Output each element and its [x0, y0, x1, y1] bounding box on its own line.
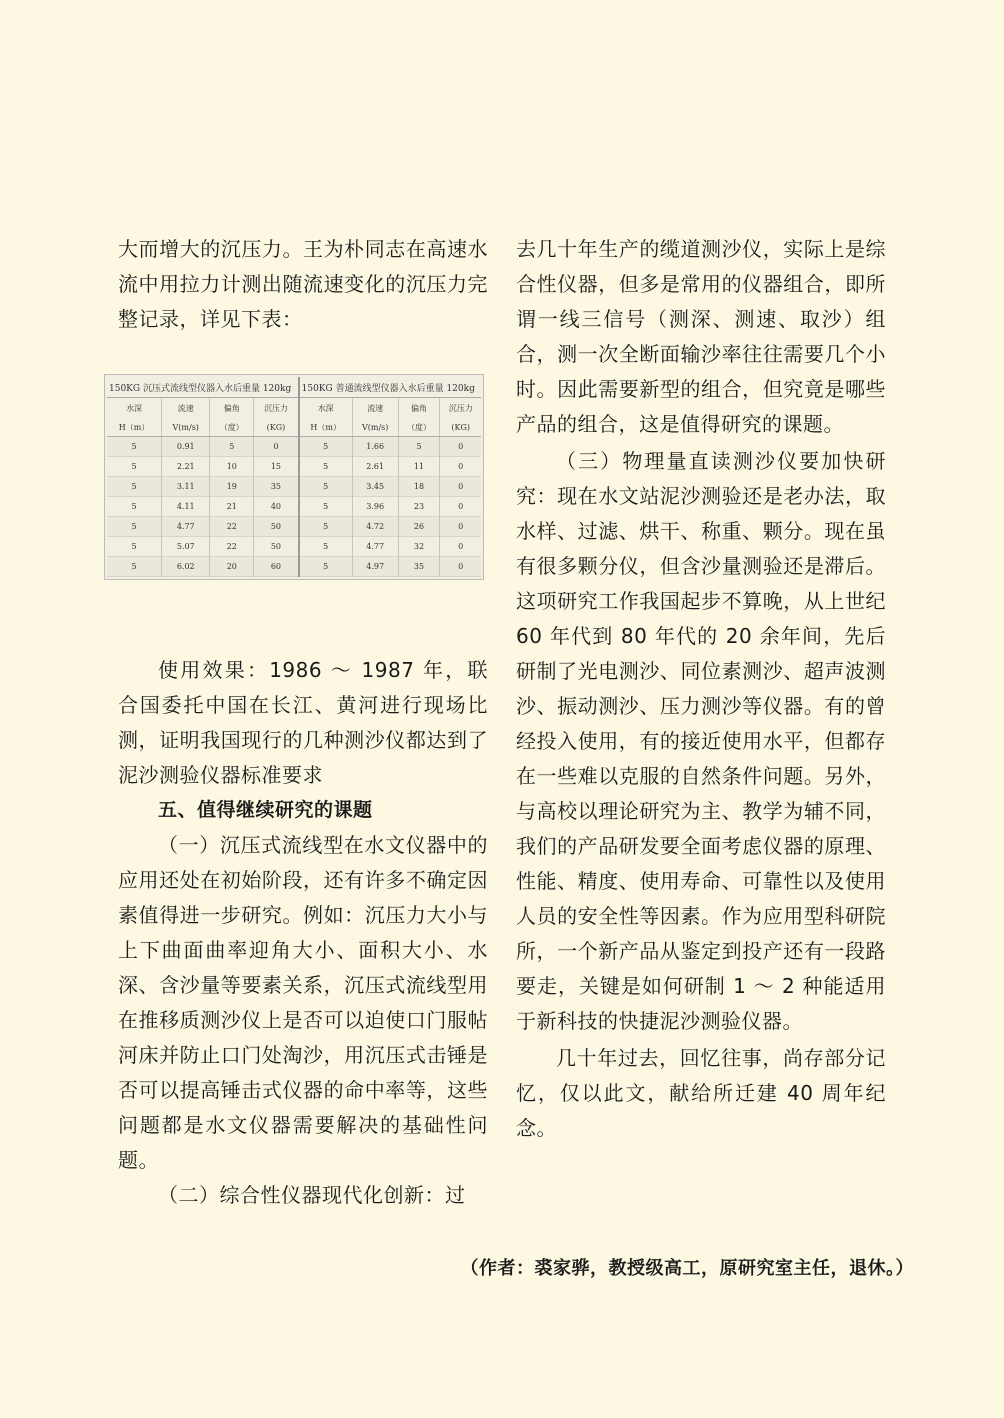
- table-cell: 5: [131, 562, 137, 571]
- column-unit-header: (KG): [254, 418, 299, 437]
- table-cell: 0: [440, 437, 481, 457]
- table-cell: 20: [210, 557, 254, 577]
- column-header: 偏角: [398, 398, 440, 419]
- column-unit-header: （度）: [210, 418, 254, 437]
- item3-paragraph: （三）物理量直读测沙仪要加快研究：现在水文站泥沙测验还是老办法，取水样、过滤、烘干、称重、颗分。现在虽有很多颗分仪，但含沙量测验还是滞后。这项研究工作我国起步不算晚，从上世纪 60 年代到 80 年代的 20 余年间，先后研制了光电测沙、同位素测沙、超声波测沙、振动测沙、压力测沙等仪器。有的曾经投入使用，有的接近使用水平，但都存在一些难以克服的自然条件问题。另外，与高校以理论研究为主、教学为辅不同，我们的产品研发要全面考虑仪器的原理、性能、精度、使用寿命、可靠性以及使用人员的安全性等因素。作为应用型科研院所，一个新产品从鉴定到投产还有一段路要走，关键是如何研制 1 ～ 2 种能适用于新科技的快捷泥沙测验仪器。: [516, 449, 886, 1033]
- table-cell: 5: [299, 437, 353, 457]
- table-cell: 5: [131, 502, 137, 511]
- table-row: [107, 497, 481, 517]
- table-cell: 2.61: [352, 457, 398, 477]
- table-cell: 60: [254, 557, 299, 577]
- table-cell: 1.66: [352, 437, 398, 457]
- table-body: [107, 437, 481, 577]
- table-cell: 4.72: [352, 517, 398, 537]
- table-cell: 50: [254, 537, 299, 557]
- table-cell: 6.02: [162, 557, 210, 577]
- table-row: [107, 477, 481, 497]
- data-table: [107, 377, 481, 577]
- table-row: [107, 537, 481, 557]
- item2-paragraph-start: （二）综合性仪器现代化创新：过: [158, 1183, 466, 1207]
- column-header: 流速: [162, 398, 210, 419]
- column-unit-header: V(m/s): [162, 418, 210, 437]
- right-column: [516, 232, 886, 1146]
- table-cell: 4.77: [162, 517, 210, 537]
- table-cell: 4.77: [352, 537, 398, 557]
- column-header: 沉压力: [440, 398, 481, 419]
- pressure-table: [104, 374, 484, 580]
- table-cell: 18: [398, 477, 440, 497]
- table-cell: 3.45: [352, 477, 398, 497]
- table-cell: 5: [299, 497, 353, 517]
- effect-paragraph: 使用效果：1986 ～ 1987 年，联合国委托中国在长江、黄河进行现场比测，证明我国现行的几种测沙仪都达到了泥沙测验仪器标准要求: [118, 658, 488, 787]
- table-cell: 5: [210, 437, 254, 457]
- table-cell: 40: [254, 497, 299, 517]
- table-cell: 0: [440, 457, 481, 477]
- table-cell: 50: [254, 517, 299, 537]
- table-cell: 5: [131, 542, 137, 551]
- table-cell: 3.11: [162, 477, 210, 497]
- table-cell: 19: [210, 477, 254, 497]
- table-group-right: 150KG 普通流线型仪器入水后重量 120kg: [299, 377, 481, 398]
- table-cell: 5: [398, 437, 440, 457]
- item2-paragraph-cont: 去几十年生产的缆道测沙仪，实际上是综合性仪器，但多是常用的仪器组合，即所谓一线三信号（测深、测速、取沙）组合，测一次全断面输沙率往往需要几个小时。因此需要新型的组合，但究竟是哪些产品的组合，这是值得研究的课题。: [516, 237, 886, 436]
- column-header: 沉压力: [254, 398, 299, 419]
- column-unit-header: （度）: [398, 418, 440, 437]
- item1-paragraph: （一）沉压式流线型在水文仪器中的应用还处在初始阶段，还有许多不确定因素值得进一步研究。例如：沉压力大小与上下曲面曲率迎角大小、面积大小、水深、含沙量等要素关系，沉压式流线型用在推移质测沙仪上是否可以迫使口门服帖河床并防止口门处淘沙，用沉压式击锤是否可以提高锤击式仪器的命中率等，这些问题都是水文仪器需要解决的基础性问题。: [118, 833, 488, 1172]
- table-cell: 5: [299, 537, 353, 557]
- table-cell: 2.21: [162, 457, 210, 477]
- column-unit-header: (KG): [440, 418, 481, 437]
- table-row: [107, 557, 481, 577]
- table-cell: 35: [254, 477, 299, 497]
- column-unit-header: H（m）: [107, 418, 162, 437]
- table-cell: 26: [398, 517, 440, 537]
- table-cell: 5: [299, 457, 353, 477]
- table-cell: 10: [210, 457, 254, 477]
- column-header: 水深: [126, 403, 143, 413]
- table-cell: 0: [440, 517, 481, 537]
- header-row-top: [107, 398, 481, 419]
- section-heading: 五、值得继续研究的课题: [158, 799, 373, 821]
- author-byline: （作者：裘家骅，教授级高工，原研究室主任，退休。）: [460, 1258, 914, 1279]
- table-row: [107, 437, 481, 457]
- table-cell: 5: [131, 522, 137, 531]
- intro-paragraph: 大而增大的沉压力。王为朴同志在高速水流中用拉力计测出随流速变化的沉压力完整记录，详见下表：: [118, 237, 488, 331]
- table-cell: 0: [440, 537, 481, 557]
- table-cell: 22: [210, 537, 254, 557]
- table-cell: 5: [299, 517, 353, 537]
- table-cell: 15: [254, 457, 299, 477]
- column-unit-header: V(m/s): [352, 418, 398, 437]
- table-cell: 5: [299, 477, 353, 497]
- table-cell: 21: [210, 497, 254, 517]
- table-cell: 23: [398, 497, 440, 517]
- table-row: [107, 457, 481, 477]
- table-cell: 5: [299, 557, 353, 577]
- table-cell: 32: [398, 537, 440, 557]
- table-cell: 5: [131, 462, 137, 471]
- table-cell: 0: [440, 477, 481, 497]
- table-cell: 0: [440, 557, 481, 577]
- column-header: 流速: [352, 398, 398, 419]
- table-cell: 4.97: [352, 557, 398, 577]
- column-header: 偏角: [210, 398, 254, 419]
- table-cell: 0: [254, 437, 299, 457]
- column-header: 水深: [299, 398, 353, 419]
- table-cell: 22: [210, 517, 254, 537]
- table-cell: 35: [398, 557, 440, 577]
- table-row: [107, 517, 481, 537]
- table-cell: 5.07: [162, 537, 210, 557]
- header-row-unit: [107, 418, 481, 437]
- closing-paragraph: 几十年过去，回忆往事，尚存部分记忆，仅以此文，献给所迁建 40 周年纪念。: [516, 1046, 886, 1140]
- table-cell: 11: [398, 457, 440, 477]
- table-cell: 5: [131, 482, 137, 491]
- table-cell: 0: [440, 497, 481, 517]
- table-cell: 0.91: [162, 437, 210, 457]
- table-group-left: 150KG 沉压式流线型仪器入水后重量 120kg: [107, 377, 299, 398]
- table-cell: 5: [131, 442, 137, 451]
- table-cell: 4.11: [162, 497, 210, 517]
- column-unit-header: H（m）: [299, 418, 353, 437]
- table-cell: 3.96: [352, 497, 398, 517]
